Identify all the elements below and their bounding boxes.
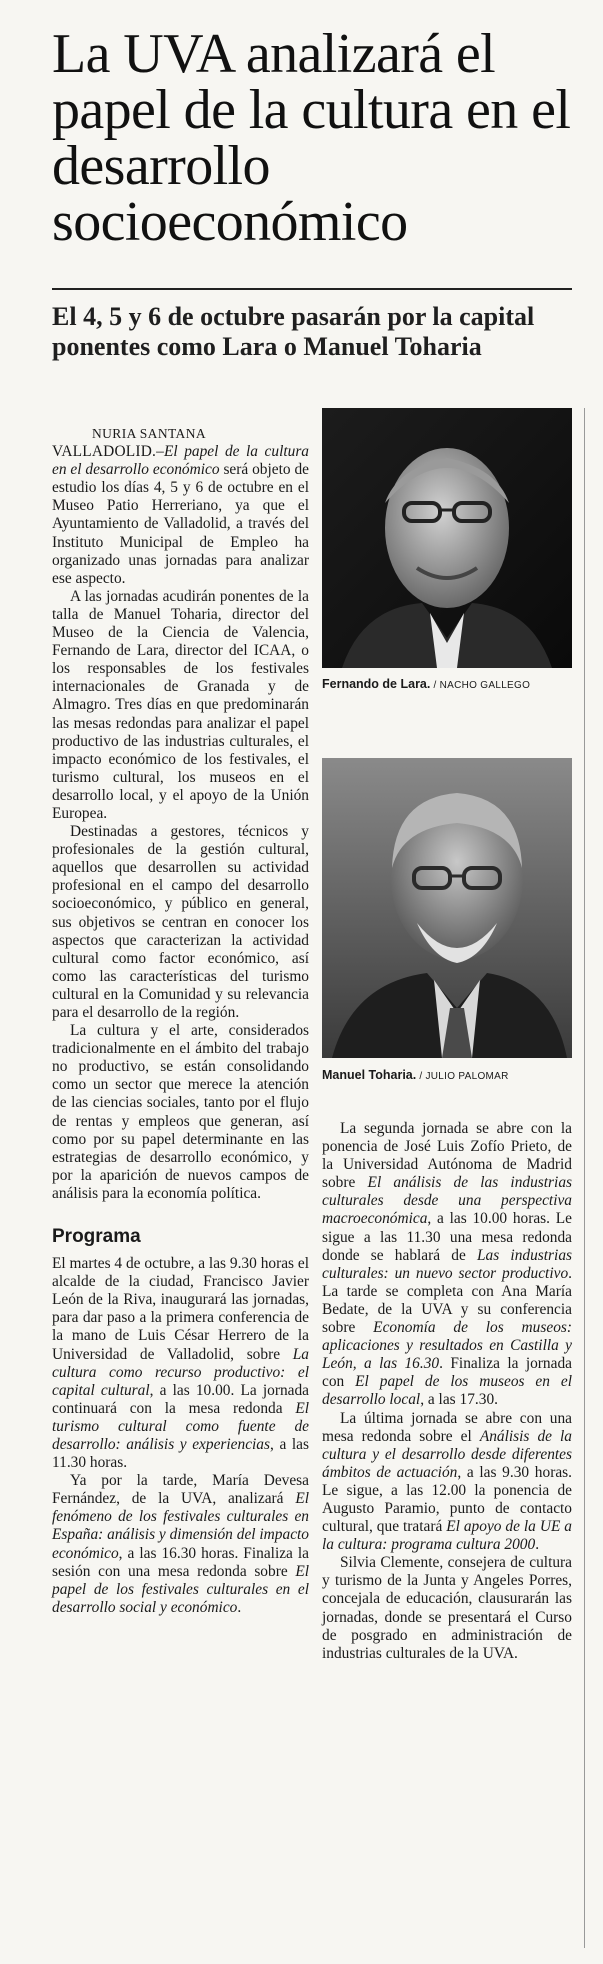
- talk-title: Análisis de la cultura y el desarrollo desde diferentes ámbitos de actuación: [322, 1427, 572, 1481]
- talk-title: Economía de los museos: aplicaciones y resultados en Castilla y León, a las 16.30: [322, 1319, 572, 1373]
- text-run: La segunda jornada se abre con la ponencia de José Luis Zofío Prieto, de la Universidad Autónoma de Madrid sobre: [322, 1120, 572, 1192]
- paragraph-programme-day1: [52, 1255, 309, 1472]
- talk-title: El papel de los museos en el desarrollo local: [322, 1373, 572, 1409]
- paragraph-programme-day1-afternoon: [52, 1472, 309, 1617]
- author-name: NURIA SANTANA: [92, 426, 206, 441]
- article-column-right: [322, 1120, 572, 1663]
- headline: La UVA analizará el papel de la cultura en el desarrollo socioeconómico: [52, 23, 571, 253]
- subheadline: El 4, 5 y 6 de octubre pasarán por la capital ponentes como Lara o Manuel Toharia: [52, 302, 535, 361]
- text-run: , a las 9.30 horas. Le sigue, a las 12.00 la ponencia de Augusto Paramio, punto de contacto cultural, que tratará: [322, 1463, 572, 1536]
- text-run: , a las 17.30.: [420, 1391, 498, 1409]
- talk-title: El papel de los festivales culturales en el desarrollo social y económico: [52, 1562, 309, 1616]
- article-column-left: [52, 425, 309, 1617]
- paragraph-audience: Destinadas a gestores, técnicos y profesionales de la gestión cultural, aquellos que desarrollen su actividad profesional en el campo del desarrollo socioeconómico, y público en general, sus objetivos se centran en conocer los aspectos que caracterizan la actividad cultural como factor económico, así como las características del turismo cultural en la Comunidad y su relevancia para el desarrollo de la región.: [52, 823, 309, 1021]
- paragraph-speakers: A las jornadas acudirán ponentes de la talla de Manuel Toharia, director del Museo de la Ciencia de Valencia, Fernando de Lara, director del ICAA, o los responsables de los festivales internacionales de Granada y de Almagro. Tres días en que predominarán las mesas redondas para analizar el papel productivo de las industrias culturales, el impacto económico de los festivales, el turismo cultural, los museos en el desarrollo local, y el apoyo de la Unión Europea.: [52, 587, 309, 822]
- photo-manuel-toharia: [322, 758, 572, 1058]
- text-run: .: [237, 1598, 242, 1616]
- paragraph-programme-day2: [322, 1120, 572, 1410]
- talk-title: Las industrias culturales: un nuevo sector productivo: [322, 1246, 573, 1282]
- photo-fernando-de-lara: [322, 408, 572, 668]
- text-run: , a las 16.30 horas. Finaliza la sesión con una mesa redonda sobre: [52, 1544, 309, 1580]
- text-run: .: [535, 1536, 540, 1554]
- caption-credit: / JULIO PALOMAR: [416, 1071, 509, 1082]
- talk-title: El fenómeno de los festivales culturales en España: análisis y dimensión del impacto económico: [52, 1490, 309, 1562]
- column-edge-rule: [584, 408, 585, 1948]
- text-run: Ya por la tarde, María Devesa Fernández, de la UVA, analizará: [52, 1472, 309, 1508]
- text-run: La última jornada se abre con una mesa redonda sobre el: [322, 1409, 572, 1445]
- text-run: , a las 10.00 horas. Le sigue a las 11.30 una mesa redonda donde se hablará de: [322, 1210, 572, 1264]
- dateline: VALLADOLID.–: [52, 443, 164, 461]
- text-run: , a las 10.00. La jornada continuará con la mesa redonda: [52, 1381, 310, 1417]
- paragraph-culture-economy: La cultura y el arte, considerados tradicionalmente en el ámbito del trabajo no productivo, se están consolidando como un sector que merece la atención de las ciencias sociales, tanto por el flujo de rentas y empleos que generan, así como por su papel determinante en las estrategias de desarrollo económico, y por la aparición de nuevos campos de análisis para la economía política.: [52, 1022, 309, 1202]
- talk-title: La cultura como recurso productivo: el capital cultural: [52, 1345, 309, 1399]
- portrait-image: [322, 758, 572, 1058]
- talk-title: El apoyo de la UE a la cultura: programa cultura 2000: [322, 1518, 572, 1554]
- text-run: . Finaliza la jornada con: [322, 1355, 572, 1391]
- caption-credit: / NACHO GALLEGO: [430, 680, 531, 691]
- paragraph-closing: Silvia Clemente, consejera de cultura y turismo de la Junta y Angeles Porres, concejala de educación, clausurarán las jornadas, donde se presentará el Curso de posgrado en administración de industrias culturales de la UVA.: [322, 1554, 572, 1662]
- talk-title: El análisis de las industrias culturales desde una perspectiva macroeconómica: [322, 1174, 572, 1228]
- portrait-image: [322, 408, 572, 668]
- byline: [52, 425, 309, 443]
- text-run: , a las 11.30 horas.: [52, 1435, 309, 1472]
- paragraph-programme-day3: [322, 1410, 572, 1555]
- photo-caption-1: [322, 676, 572, 694]
- caption-name: Manuel Toharia.: [322, 1068, 417, 1082]
- text-run: El martes 4 de octubre, a las 9.30 horas el alcalde de la ciudad, Francisco Javier León de la Riva, inaugurará las jornadas, para dar paso a la primera conferencia de la mano de Luis César Herrero de la Universidad de Valladolid, sobre: [52, 1255, 309, 1363]
- lead-title: El papel de la cultura en el desarrollo económico: [52, 443, 309, 479]
- text-run: . La tarde se completa con Ana María Bedate, de la UVA y su conferencia sobre: [322, 1264, 572, 1337]
- photo-caption-2: [322, 1067, 572, 1085]
- talk-title: El turismo cultural como fuente de desarrollo: análisis y experiencias: [52, 1399, 309, 1453]
- headline-divider: [52, 288, 572, 290]
- caption-name: Fernando de Lara.: [322, 677, 431, 691]
- section-title-programa: Programa: [52, 1226, 141, 1248]
- lead-paragraph: [52, 443, 309, 588]
- lead-text: será objeto de estudio los días 4, 5 y 6 de octubre en el Museo Patio Herreriano, ya que el Ayuntamiento de Valladolid, a través del Instituto Municipal de Empleo ha organizado unas jornadas para analizar ese aspecto.: [52, 461, 309, 587]
